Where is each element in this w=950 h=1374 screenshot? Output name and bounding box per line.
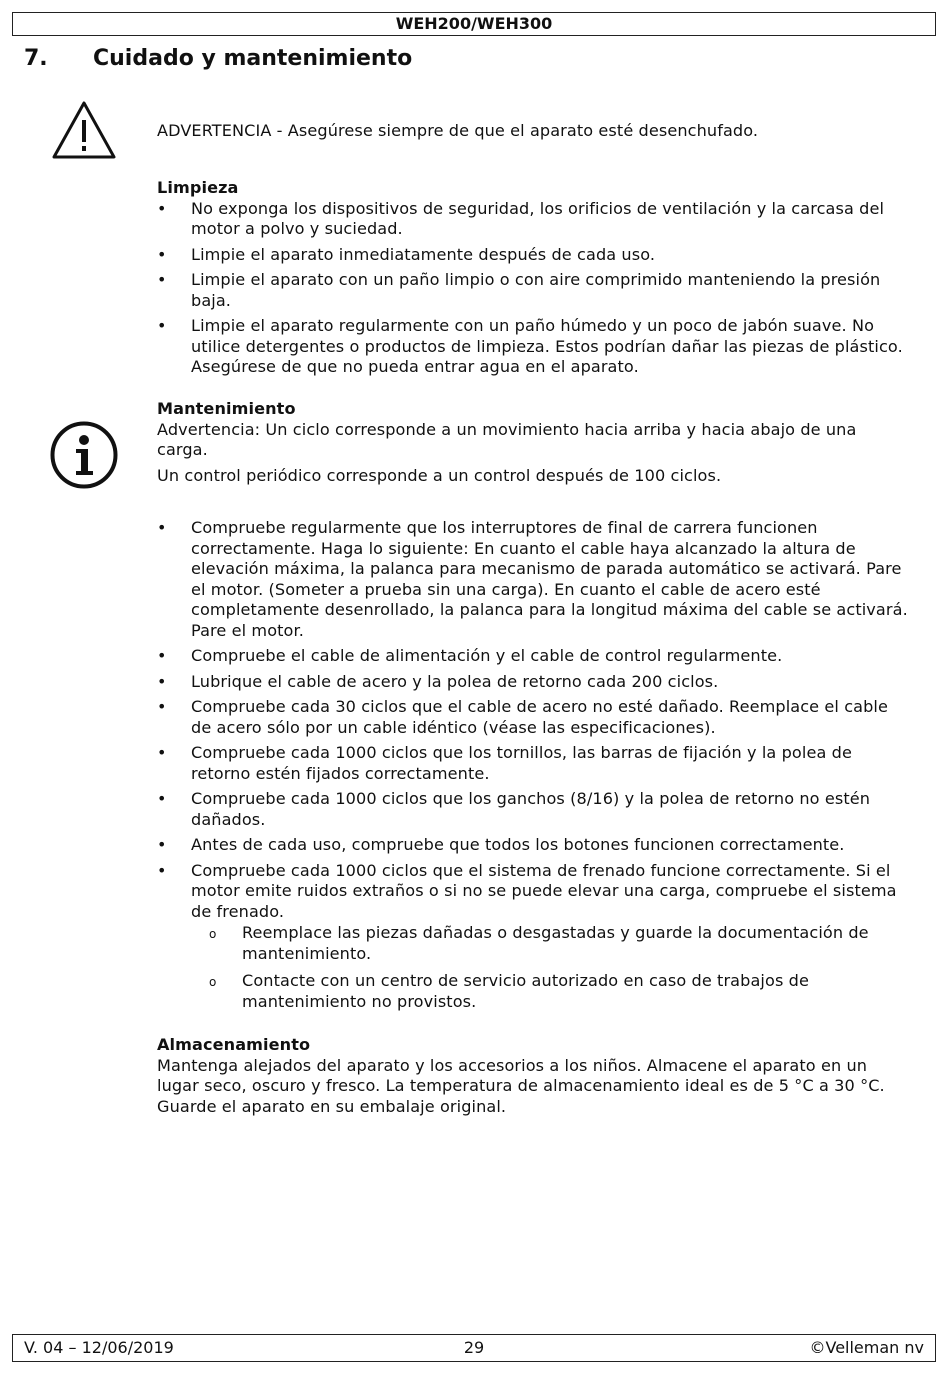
storage-heading: Almacenamiento bbox=[157, 1035, 311, 1054]
maintenance-heading: Mantenimiento bbox=[157, 399, 296, 418]
storage-text: Mantenga alejados del aparato y los accesorios a los niños. Almacene el aparato en un lugar seco, oscuro y fresco. La temperatura de almacenamiento ideal es de 5 °C a 30 °C. Guarde el aparato en su embalaje original. bbox=[157, 1055, 885, 1116]
brakes-sublist bbox=[191, 923, 912, 1012]
maintenance-note-control: Un control periódico corresponde a un control después de 100 ciclos. bbox=[157, 465, 722, 485]
list-item: • Compruebe regularmente que los interruptores de final de carrera funcionen correctamente. Haga lo siguiente: En cuanto el cable haya alcanzado la altura de elevación máxima, la palanca para mecanismo de parada automático se activará. Pare el motor. (Someter a prueba sin una carga). En cuanto el cable de acero esté completamente desenrollado, la palanca para la longitud máxima del cable se activará. Pare el motor. bbox=[157, 518, 912, 641]
storage-section bbox=[157, 1035, 912, 1117]
cleaning-heading: Limpieza bbox=[157, 178, 239, 197]
maintenance-section bbox=[157, 399, 912, 486]
footer-copyright: ©Velleman nv bbox=[809, 1338, 924, 1357]
page-footer bbox=[12, 1334, 936, 1362]
warning-text: ADVERTENCIA - Asegúrese siempre de que el aparato esté desenchufado. bbox=[157, 121, 759, 140]
section-title-text: Cuidado y mantenimiento bbox=[93, 46, 413, 71]
sub-list-item: o Reemplace las piezas dañadas o desgastadas y guarde la documentación de mantenimiento. bbox=[191, 923, 912, 964]
sub-list-item: o Contacte con un centro de servicio autorizado en caso de trabajos de mantenimiento no provistos. bbox=[191, 971, 912, 1012]
list-item: • Compruebe cada 30 ciclos que el cable de acero no esté dañado. Reemplace el cable de acero sólo por un cable idéntico (véase las especificaciones). bbox=[157, 697, 912, 738]
cleaning-section bbox=[157, 178, 912, 383]
header-title: WEH200/WEH300 bbox=[395, 14, 553, 33]
cleaning-list bbox=[157, 199, 912, 378]
warning-triangle-icon bbox=[51, 100, 117, 160]
list-item: • Lubrique el cable de acero y la polea de retorno cada 200 ciclos. bbox=[157, 672, 912, 693]
list-item: • Limpie el aparato inmediatamente después de cada uso. bbox=[157, 245, 912, 266]
list-item: • Compruebe el cable de alimentación y el cable de control regularmente. bbox=[157, 646, 912, 667]
maintenance-list bbox=[157, 518, 912, 1012]
maintenance-note-cycle: Advertencia: Un ciclo corresponde a un movimiento hacia arriba y hacia abajo de una carga. bbox=[157, 419, 857, 459]
list-item: • Limpie el aparato con un paño limpio o con aire comprimido manteniendo la presión baja. bbox=[157, 270, 912, 311]
maintenance-checks bbox=[157, 518, 912, 1019]
list-item: • Antes de cada uso, compruebe que todos los botones funcionen correctamente. bbox=[157, 835, 912, 856]
list-item-brakes bbox=[157, 861, 912, 1013]
footer-page-number: 29 bbox=[463, 1338, 485, 1357]
section-title bbox=[24, 44, 412, 74]
list-item-text: Compruebe cada 1000 ciclos que el sistema de frenado funcione correctamente. Si el motor emite ruidos extraños o si no se puede elevar una carga, compruebe el sistema de frenado. bbox=[191, 860, 897, 921]
section-number: 7. bbox=[24, 46, 48, 71]
list-item: • Compruebe cada 1000 ciclos que los tornillos, las barras de fijación y la polea de retorno estén fijados correctamente. bbox=[157, 743, 912, 784]
page-header bbox=[12, 12, 936, 36]
list-item: • Limpie el aparato regularmente con un paño húmedo y un poco de jabón suave. No utilice detergentes o productos de limpieza. Estos podrían dañar las piezas de plástico. Asegúrese de que no pueda entrar agua en el aparato. bbox=[157, 316, 912, 378]
info-icon bbox=[49, 420, 119, 490]
list-item: • Compruebe cada 1000 ciclos que los ganchos (8/16) y la polea de retorno no estén dañados. bbox=[157, 789, 912, 830]
footer-version: V. 04 – 12/06/2019 bbox=[24, 1338, 174, 1357]
list-item: • No exponga los dispositivos de seguridad, los orificios de ventilación y la carcasa del motor a polvo y suciedad. bbox=[157, 199, 912, 240]
